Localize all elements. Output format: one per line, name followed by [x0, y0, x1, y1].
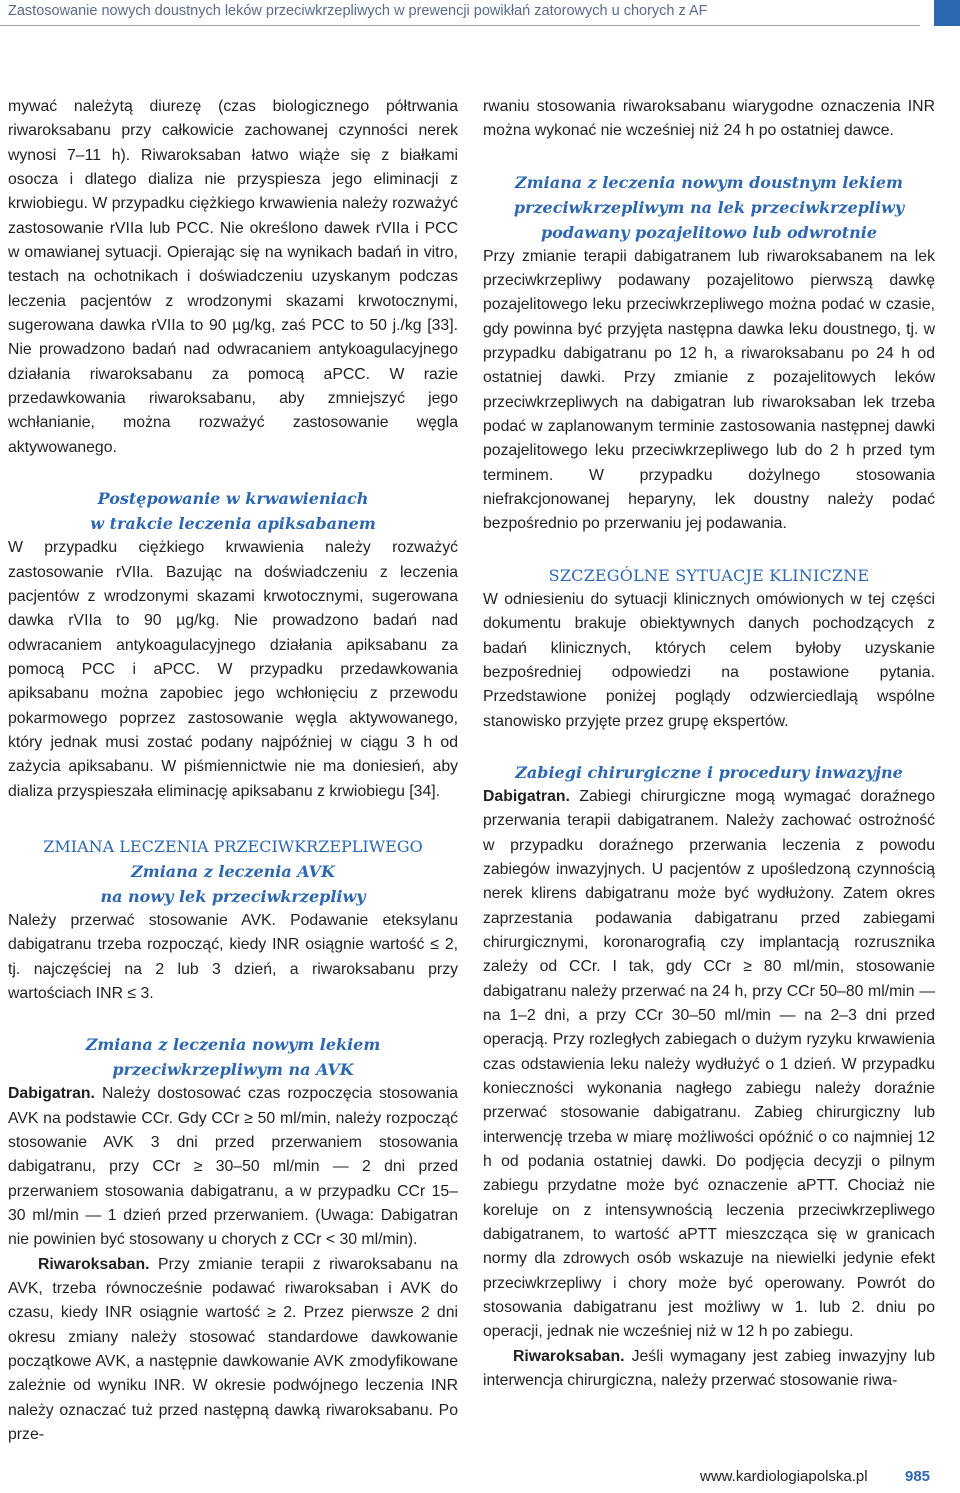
section-heading [8, 1032, 458, 1082]
paragraph-text: Zabiegi chirurgiczne mogą wymagać doraźnego przerwania terapii dabigatranem. Należy zachować ostrożność w przypadku doraźnego przerwania leczenia z powodu zabiegów inwazyjnych. U pacjentów z upośledzoną czynnością nerek klirens dabigatranu może być wydłużony. Zatem okres zaprzestania podawania dabigatranu przed zabiegami chirurgicznymi, koronarografią czy implantacją rozrusznika zależy od CCr. I tak, gdy CCr ≥ 80 ml/min, stosowanie dabigatranu należy przerwać na 24 h, przy CCr 50–80 ml/min — na 1–2 dni, a przy CCr 30–50 ml/min — na 2–3 dni przed operacją. Przy rozległych zabiegach o dużym ryzyku krwawienia czas odstawienia leku należy wydłużyć o 1 dzień. W przypadku konieczności wykonania nagłego zabiegu należy doraźnie przerwać stosowanie dabigatranu. Zabieg chirurgiczny lub interwencję trzeba w miarę możliwości opóźnić o co najmniej 12 h od podania ostatniej dawki. Do podjęcia decyzji o pilnym zabiegu przydatne może być oznaczenie aPTT. Chociaż nie koreluje on z intensywnością leczenia przeciwkrzepliwego dabigatranem, to wartość aPTT mieszcząca się w granicach normy dla zdrowych osób wskazuje na niewielki jedynie efekt przeciwkrzepliwy i chory może być operowany. Powrót do stosowania dabigatranu jest możliwy w 1. lub 2. dniu po operacji, jednak nie wcześniej niż w 12 h po zabiegu. [483, 787, 935, 1341]
paragraph-lead: Dabigatran. [8, 1085, 95, 1103]
heading-line: Zabiegi chirurgiczne i procedury inwazyjne [515, 762, 903, 782]
heading-line: podawany pozajelitowo lub odwrotnie [540, 222, 878, 242]
paragraph [8, 1253, 458, 1448]
heading-line: ZMIANA LECZENIA PRZECIWKRZEPLIWEGO [43, 836, 423, 856]
heading-line: na nowy lek przeciwkrzepliwy [100, 886, 366, 906]
section-heading [483, 563, 935, 588]
header-divider [0, 25, 920, 26]
header-color-block [934, 0, 960, 26]
section-heading [8, 486, 458, 536]
heading-line: w trakcie leczenia apiksabanem [90, 514, 376, 534]
heading-line: przeciwkrzepliwym na AVK [112, 1060, 354, 1080]
section-heading [483, 170, 935, 245]
heading-line: Zmiana z leczenia AVK [131, 861, 335, 881]
heading-line: Zmiana z leczenia nowym lekiem [85, 1035, 381, 1055]
paragraph: mywać należytą diurezę (czas biologicznego półtrwania riwaroksabanu przy całkowicie zachowanej czynności nerek wynosi 7–11 h). Riwaroksaban łatwo wiąże się z białkami osocza i dlatego dializa nie przyspiesza jego eliminacji z krwiobiegu. W przypadku ciężkiego krwawienia należy rozważyć zastosowanie rVIIa lub PCC. Nie określono dawek rVIIa i PCC w omawianej sytuacji. Opierając się na wynikach badań in vitro, testach na ochotnikach i doświadczeniu uzyskanym podczas leczenia pacjentów z wrodzonymi skazami krwotocznymi, sugerowana dawka rVIIa to 90 µg/kg, zaś PCC to 50 j./kg [33]. Nie prowadzono badań nad odwracaniem antykoagulacyjnego działania riwaroksabanu za pomocą aPCC. W razie przedawkowania riwaroksabanu, aby zmniejszyć jego wchłanianie, można rozważyć zastosowanie węgla aktywowanego. [8, 98, 458, 456]
paragraph-text: Jeśli wymagany jest zabieg inwazyjny lub interwencja chirurgiczna, należy przerwać stosowanie riwa- [483, 1347, 935, 1390]
paragraph-lead: Riwaroksaban. [38, 1255, 150, 1273]
section-heading [483, 760, 935, 785]
paragraph-lead: Dabigatran. [483, 787, 570, 805]
paragraph: W odniesieniu do sytuacji klinicznych omówionych w tej części dokumentu brakuje obiektywnych danych pochodzących z badań klinicznych, których celem byłoby uzyskanie bezpośredniej odpowiedzi na postawione pytania. Przedstawione poniżej poglądy odzwierciedlają wspólne stanowisko przyjęte przez grupę ekspertów. [483, 590, 935, 730]
footer-url: www.kardiologiapolska.pl [700, 1468, 868, 1485]
paragraph-text: Należy dostosować czas rozpoczęcia stosowania AVK na podstawie CCr. Gdy CCr ≥ 50 ml/min, należy rozpocząć stosowanie AVK 3 dni przed przerwaniem stosowania dabigatranu, przy CCr ≥ 30–50 ml/min — 2 dni przed przerwaniem stosowania dabigatranu, a w przypadku CCr 15–30 ml/min — 1 dzień przed przerwaniem. (Uwaga: Dabigatran nie powinien być stosowany u chorych z CCr < 30 ml/min). [8, 1085, 458, 1249]
heading-line: Zmiana z leczenia nowym doustnym lekiem [515, 172, 903, 192]
paragraph-text: Przy zmianie terapii z riwaroksabanu na AVK, trzeba równocześnie podawać riwaroksaban i AVK do czasu, kiedy INR osiągnie wartość ≥ 2. Przez pierwsze 2 dni okresu zmiany należy stosować standardowe dawkowanie początkowe AVK, a następnie dawkowanie AVK zmodyfikowane zależnie od wyniku INR. W okresie podwójnego leczenia INR należy oznaczać tuż przed następną dawką riwaroksabanu. Po prze- [8, 1255, 458, 1444]
paragraph: W przypadku ciężkiego krwawienia należy rozważyć zastosowanie rVIIa. Bazując na doświadczeniu z leczenia pacjentów z wrodzonymi skazami krwotocznymi, sugerowana dawka rVIIa to 90 µg/kg. Nie prowadzono badań nad odwracaniem antykoagulacyjnego działania apiksabanu za pomocą PCC i aPCC. W przypadku przedawkowania apiksabanu można zapobiec jego wchłonięciu z przewodu pokarmowego poprzez zastosowanie węgla aktywowanego, który jednak musi zostać podany najpóźniej w ciągu 3 h od zażycia apiksabanu. W piśmiennictwie nie ma doniesień, aby dializa przyspieszała eliminację apiksabanu z krwiobiegu [34]. [8, 539, 458, 800]
page-number: 985 [905, 1468, 931, 1485]
heading-line: Postępowanie w krwawieniach [97, 489, 369, 509]
paragraph [483, 1345, 935, 1394]
paragraph: Przy zmianie terapii dabigatranem lub riwaroksabanem na lek przeciwkrzepliwy podawany pozajelitowo pierwszą dawkę pozajelitowego leku przeciwkrzepliwego można podać w czasie, gdy powinna być przyjęta następna dawka leku doustnego, tj. w przypadku dabigatranu po 12 h, a riwaroksabanu po 24 h od ostatniej dawki. Przy zmianie z pozajelitowych leków przeciwkrzepliwych na dabigatran lub riwaroksaban lek trzeba podać w zaplanowanym terminie zastosowania następnej dawki pozajelitowego leku przeciwkrzepliwego lub do 2 h przed tym terminem. W przypadku dożylnego stosowania niefrakcjonowanej heparyny, lek doustny należy podać bezpośrednio po przerwaniu jej podawania. [483, 247, 935, 533]
left-column [8, 95, 458, 1447]
paragraph [483, 785, 935, 1345]
heading-line: przeciwkrzepliwym na lek przeciwkrzepliwy [513, 197, 905, 217]
paragraph: rwaniu stosowania riwaroksabanu wiarygodne oznaczenia INR można wykonać nie wcześniej niż 24 h po ostatniej dawce. [483, 98, 935, 140]
section-heading [8, 834, 458, 909]
paragraph-lead: Riwaroksaban. [513, 1347, 625, 1365]
paragraph [8, 1082, 458, 1252]
running-header-title: Zastosowanie nowych doustnych leków przeciwkrzepliwych w prewencji powikłań zatorowych u chorych z AF [8, 3, 708, 19]
paragraph: Należy przerwać stosowanie AVK. Podawanie eteksylanu dabigatranu trzeba rozpocząć, kiedy INR osiągnie wartość ≤ 2, tj. najczęściej na 2 lub 3 dzień, a riwaroksabanu przy wartościach INR ≤ 3. [8, 911, 458, 1002]
heading-line: SZCZEGÓLNE SYTUACJE KLINICZNE [548, 565, 870, 585]
right-column [483, 95, 935, 1393]
